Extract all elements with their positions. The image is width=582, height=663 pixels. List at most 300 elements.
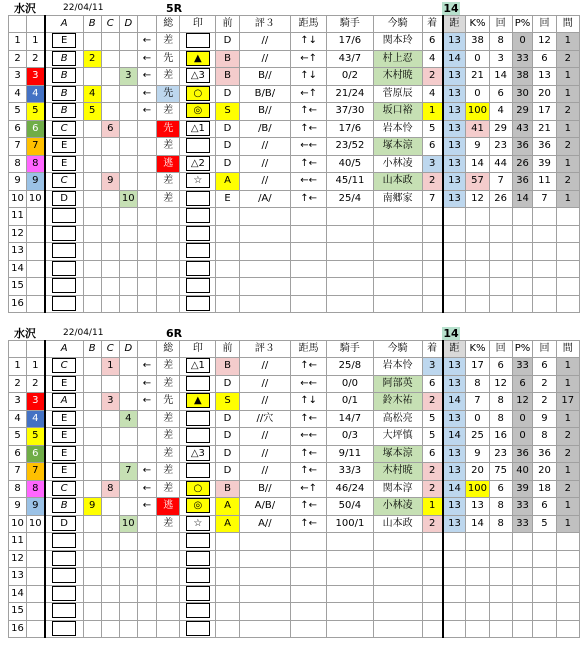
rank-d [119,103,137,121]
p2-cell: 11 [533,173,556,191]
finish-cell [422,295,443,313]
rank-box [52,568,76,583]
mark-box [186,533,210,548]
rank-box: C [52,121,76,136]
rank-b [83,260,101,278]
k-percent-cell [466,585,489,603]
section-header [0,327,582,340]
rank-c [101,620,119,638]
p-percent-cell: 33 [512,50,533,68]
rank-b [83,173,101,191]
rank-b [83,620,101,638]
finish-cell [422,260,443,278]
column-header: 今騎 [373,341,422,358]
eval-cell: A// [239,515,291,533]
k-percent-cell: 7 [466,393,489,411]
horse-number: 5 [9,103,27,121]
mark-box [186,568,210,583]
mark-cell [180,68,216,86]
finish-cell: 7 [422,190,443,208]
finish-cell: 2 [422,393,443,411]
rank-d: 7 [119,463,137,481]
mark-box [186,621,210,636]
horse-number: 4 [9,85,27,103]
rank-box [52,621,76,636]
rank-c: 1 [101,358,119,376]
finish-cell [422,225,443,243]
table-row [9,393,580,411]
table-row [9,208,580,226]
mark-box [186,243,210,258]
column-header-row [9,16,580,33]
k-percent-cell: 25 [466,428,489,446]
distance-cell [443,278,466,296]
interval-cell [556,620,579,638]
rank-d [119,445,137,463]
arrow-mark [137,260,156,278]
horse-number: 11 [9,208,27,226]
distance-horse-cell: ↑← [291,190,327,208]
ratio-cell [327,620,373,638]
distance-horse-cell [291,243,327,261]
p2-cell: 2 [533,393,556,411]
finish-cell [422,568,443,586]
jockey-cell [373,585,422,603]
mark-box: ○ [186,481,210,496]
jockey-cell: 塚本涼 [373,445,422,463]
p2-cell [533,533,556,551]
rank-box: E [52,411,76,426]
style-cell: 差 [157,33,180,51]
p-percent-cell: 6 [512,375,533,393]
style-cell: 差 [157,375,180,393]
eval-cell [239,603,291,621]
arrow-mark [137,138,156,156]
jockey-cell [373,208,422,226]
k-percent-cell [466,620,489,638]
rank-box: E [52,33,76,48]
rank-c: 6 [101,120,119,138]
distance-cell [443,533,466,551]
interval-cell [556,533,579,551]
style-cell: 差 [157,68,180,86]
interval-cell [556,243,579,261]
ratio-cell [327,243,373,261]
ratio-cell: 46/24 [327,480,373,498]
mark-cell [180,243,216,261]
eval-cell [239,260,291,278]
arrow-mark [137,225,156,243]
mark-cell [180,120,216,138]
finish-cell: 2 [422,68,443,86]
jockey-cell [373,550,422,568]
p2-cell: 21 [533,120,556,138]
column-header: A [45,341,84,358]
column-header: C [101,341,119,358]
distance-horse-cell: ↑← [291,410,327,428]
arrow-mark [137,295,156,313]
k-percent-cell: 0 [466,50,489,68]
distance-cell [443,225,466,243]
prev-cell [216,620,239,638]
rank-a [45,533,84,551]
rank-b [83,550,101,568]
interval-cell: 2 [556,428,579,446]
count-cell: 4 [489,103,512,121]
p2-cell: 18 [533,480,556,498]
frame-number: 9 [27,173,45,191]
style-cell [157,260,180,278]
count-cell: 12 [489,375,512,393]
distance-cell: 14 [443,393,466,411]
k-percent-cell [466,278,489,296]
arrow-mark [137,278,156,296]
frame-number: 7 [27,463,45,481]
count-cell: 29 [489,120,512,138]
style-cell: 差 [157,445,180,463]
table-row [9,68,580,86]
rank-d [119,358,137,376]
finish-cell: 1 [422,498,443,516]
eval-cell: // [239,393,291,411]
finish-cell: 2 [422,480,443,498]
rank-a [45,278,84,296]
rank-c [101,278,119,296]
k-percent-cell [466,260,489,278]
distance-cell: 13 [443,498,466,516]
p-percent-cell: 26 [512,155,533,173]
count-cell [489,278,512,296]
arrow-mark [137,243,156,261]
rank-b [83,138,101,156]
rank-b [83,278,101,296]
rank-b [83,603,101,621]
mark-cell [180,375,216,393]
mark-box [186,428,210,443]
style-cell [157,278,180,296]
jockey-cell: 大坪慎 [373,428,422,446]
column-header: K% [466,341,489,358]
finish-cell: 3 [422,358,443,376]
column-header: 距馬 [291,16,327,33]
finish-cell [422,243,443,261]
column-header: 距 [443,341,466,358]
arrow-mark: ← [137,375,156,393]
distance-horse-cell: ←↑ [291,50,327,68]
column-header: 評３ [239,16,291,33]
rank-d [119,243,137,261]
column-header: 総 [157,16,180,33]
jockey-cell [373,533,422,551]
prev-cell [216,533,239,551]
eval-cell: // [239,173,291,191]
race-table [8,15,580,313]
rank-a [45,33,84,51]
arrow-mark [137,550,156,568]
rank-d [119,278,137,296]
rank-b [83,393,101,411]
race-label: 5R [166,2,183,15]
rank-box: D [52,516,76,531]
prev-cell: D [216,375,239,393]
rank-b [83,568,101,586]
finish-cell [422,585,443,603]
finish-cell: 2 [422,463,443,481]
rank-b [83,243,101,261]
prev-cell: D [216,155,239,173]
column-header: 印 [180,16,216,33]
table-row [9,295,580,313]
race-section-6r [0,327,582,638]
horse-number: 12 [9,550,27,568]
mark-box [186,586,210,601]
column-header: 回 [533,341,556,358]
distance-horse-cell: ↑← [291,445,327,463]
k-percent-cell: 0 [466,410,489,428]
style-cell [157,620,180,638]
style-cell: 先 [157,120,180,138]
column-header: B [83,341,101,358]
interval-cell: 17 [556,393,579,411]
distance-cell: 14 [443,428,466,446]
rank-box: E [52,446,76,461]
distance-cell: 13 [443,33,466,51]
frame-number: 7 [27,138,45,156]
mark-cell [180,190,216,208]
arrow-mark [137,445,156,463]
distance-horse-cell: ←↑ [291,85,327,103]
prev-cell [216,278,239,296]
distance-cell: 13 [443,515,466,533]
p-percent-cell: 38 [512,68,533,86]
table-row [9,585,580,603]
count-cell: 6 [489,480,512,498]
interval-cell: 1 [556,498,579,516]
rank-a [45,585,84,603]
p2-cell: 2 [533,375,556,393]
horse-number: 7 [9,463,27,481]
rank-d [119,498,137,516]
ratio-cell: 0/2 [327,68,373,86]
rank-box: E [52,156,76,171]
rank-c [101,533,119,551]
ratio-cell: 25/4 [327,190,373,208]
table-row [9,480,580,498]
mark-box: ☆ [186,173,210,188]
mark-box [186,603,210,618]
p2-cell: 6 [533,498,556,516]
interval-cell [556,295,579,313]
frame-number [27,533,45,551]
distance-cell: 14 [443,480,466,498]
horse-number: 5 [9,428,27,446]
column-header: 回 [489,16,512,33]
p2-cell: 8 [533,428,556,446]
p2-cell: 20 [533,85,556,103]
prev-cell: B [216,480,239,498]
column-header: 回 [533,16,556,33]
distance-cell [443,295,466,313]
p2-cell [533,550,556,568]
prev-cell: D [216,410,239,428]
p2-cell: 36 [533,445,556,463]
rank-a [45,120,84,138]
interval-cell [556,225,579,243]
mark-cell [180,138,216,156]
rank-c [101,138,119,156]
mark-cell [180,103,216,121]
k-percent-cell [466,533,489,551]
p2-cell [533,260,556,278]
distance-horse-cell [291,225,327,243]
k-percent-cell: 9 [466,138,489,156]
column-header: 前 [216,341,239,358]
rank-d [119,620,137,638]
rank-d: 10 [119,515,137,533]
rank-b: 2 [83,50,101,68]
rank-box [52,243,76,258]
table-row [9,173,580,191]
column-header [9,16,27,33]
eval-cell [239,278,291,296]
prev-cell: E [216,190,239,208]
column-header: 今騎 [373,16,422,33]
p-percent-cell: 29 [512,103,533,121]
jockey-cell: 関本淳 [373,480,422,498]
style-cell: 差 [157,428,180,446]
arrow-mark [137,208,156,226]
column-header: 回 [489,341,512,358]
style-cell: 差 [157,480,180,498]
arrow-mark [137,428,156,446]
distance-cell [443,585,466,603]
finish-cell: 6 [422,33,443,51]
rank-d [119,568,137,586]
rank-b [83,515,101,533]
column-header: 総 [157,341,180,358]
rank-box [52,551,76,566]
p-percent-cell: 0 [512,428,533,446]
ratio-cell [327,603,373,621]
style-cell: 差 [157,138,180,156]
rank-box: D [52,191,76,206]
rank-a [45,358,84,376]
table-row [9,603,580,621]
table-row [9,410,580,428]
ratio-cell [327,550,373,568]
mark-box [186,411,210,426]
distance-cell: 14 [443,50,466,68]
count-cell [489,533,512,551]
interval-cell: 1 [556,33,579,51]
rank-b [83,120,101,138]
frame-number: 3 [27,68,45,86]
frame-number: 6 [27,445,45,463]
column-header: K% [466,16,489,33]
ratio-cell [327,568,373,586]
frame-number: 1 [27,358,45,376]
jockey-cell: 坂口裕 [373,103,422,121]
rank-d [119,295,137,313]
style-cell [157,533,180,551]
mark-box [186,463,210,478]
horse-number: 8 [9,480,27,498]
style-cell [157,225,180,243]
arrow-mark: ← [137,103,156,121]
jockey-cell: 木村暁 [373,68,422,86]
k-percent-cell [466,568,489,586]
p-percent-cell [512,568,533,586]
prev-cell [216,225,239,243]
rank-box: B [52,103,76,118]
p2-cell: 13 [533,68,556,86]
eval-cell [239,295,291,313]
count-cell: 44 [489,155,512,173]
table-row [9,463,580,481]
prev-cell: D [216,138,239,156]
column-header: 評３ [239,341,291,358]
rank-a [45,620,84,638]
count-cell: 8 [489,393,512,411]
finish-cell [422,278,443,296]
eval-cell: // [239,445,291,463]
distance-horse-cell: ↑↓ [291,68,327,86]
distance-cell: 13 [443,85,466,103]
mark-box [186,261,210,276]
arrow-mark: ← [137,480,156,498]
horse-number: 16 [9,295,27,313]
rank-c: 8 [101,480,119,498]
finish-cell: 5 [422,120,443,138]
mark-cell [180,603,216,621]
ratio-cell: 0/1 [327,393,373,411]
date-label: 22/04/11 [63,3,104,13]
eval-cell [239,568,291,586]
distance-horse-cell [291,585,327,603]
style-cell [157,585,180,603]
frame-number [27,208,45,226]
prev-cell: A [216,515,239,533]
finish-cell: 2 [422,515,443,533]
distance-horse-cell [291,620,327,638]
rank-c [101,50,119,68]
frame-number: 4 [27,85,45,103]
interval-cell: 1 [556,375,579,393]
jockey-cell [373,295,422,313]
style-cell: 差 [157,463,180,481]
horse-number: 15 [9,603,27,621]
distance-cell: 13 [443,375,466,393]
table-row [9,50,580,68]
rank-d [119,550,137,568]
table-row [9,85,580,103]
distance-cell: 13 [443,190,466,208]
rank-box: C [52,358,76,373]
rank-c [101,515,119,533]
table-row [9,445,580,463]
ratio-cell: 17/6 [327,120,373,138]
rank-a [45,410,84,428]
ratio-cell: 45/11 [327,173,373,191]
count-cell: 8 [489,33,512,51]
jockey-cell: 小林凌 [373,155,422,173]
rank-box: A [52,393,76,408]
style-cell: 差 [157,173,180,191]
prev-cell: D [216,85,239,103]
distance-horse-cell [291,533,327,551]
distance-horse-cell [291,550,327,568]
ratio-cell [327,208,373,226]
